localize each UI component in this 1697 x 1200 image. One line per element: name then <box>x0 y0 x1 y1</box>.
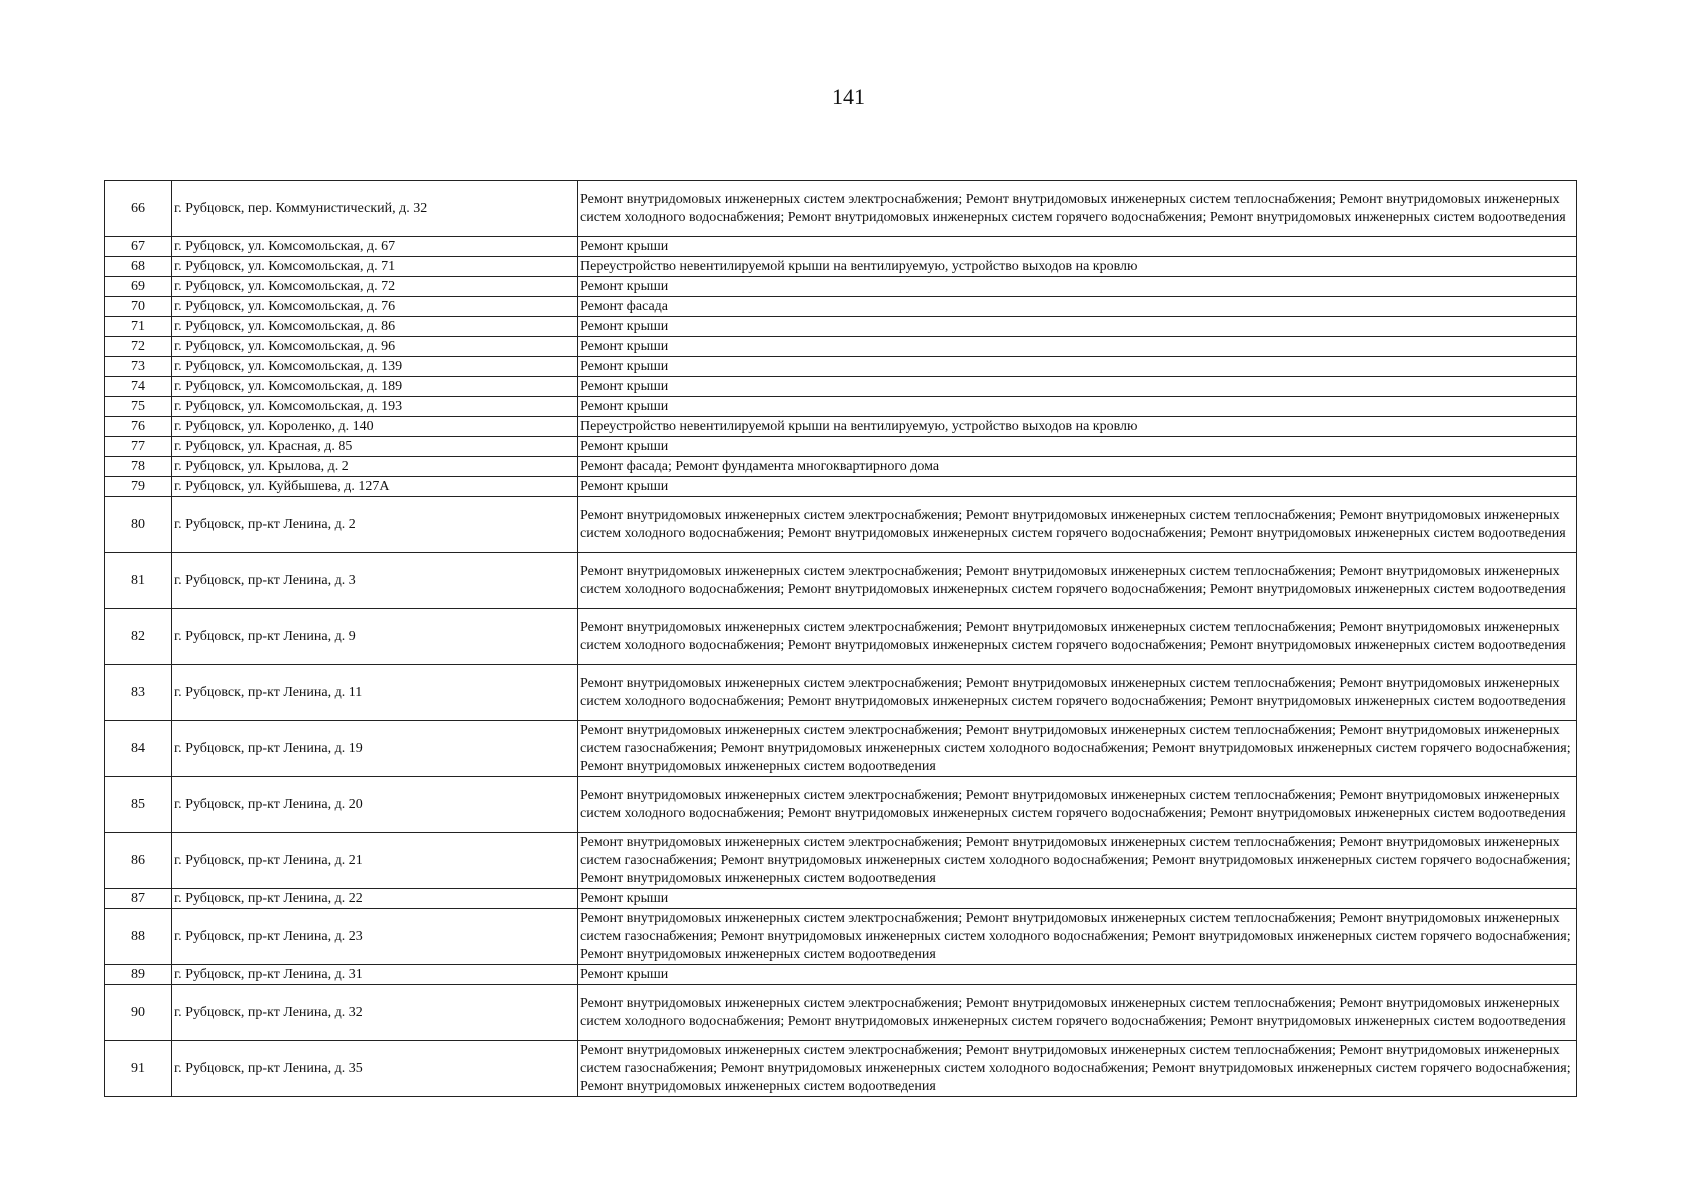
row-number: 76 <box>105 417 172 437</box>
row-work: Ремонт внутридомовых инженерных систем электроснабжения; Ремонт внутридомовых инженерных систем теплоснабжения; Ремонт внутридомовых инженерных систем газоснабжения; Ремонт внутридомовых инженерных систем холодного водоснабжения; Ремонт внутридомовых инженерных систем горячего водоснабжения; Ремонт внутридомовых инженерных систем водоотведения <box>578 721 1577 777</box>
table-row <box>105 497 1577 553</box>
row-address: г. Рубцовск, пр-кт Ленина, д. 22 <box>172 889 578 909</box>
row-work: Ремонт внутридомовых инженерных систем электроснабжения; Ремонт внутридомовых инженерных систем теплоснабжения; Ремонт внутридомовых инженерных систем газоснабжения; Ремонт внутридомовых инженерных систем холодного водоснабжения; Ремонт внутридомовых инженерных систем горячего водоснабжения; Ремонт внутридомовых инженерных систем водоотведения <box>578 833 1577 889</box>
row-work: Ремонт внутридомовых инженерных систем электроснабжения; Ремонт внутридомовых инженерных систем теплоснабжения; Ремонт внутридомовых инженерных систем газоснабжения; Ремонт внутридомовых инженерных систем холодного водоснабжения; Ремонт внутридомовых инженерных систем горячего водоснабжения; Ремонт внутридомовых инженерных систем водоотведения <box>578 1041 1577 1097</box>
row-work: Ремонт фасада <box>578 297 1577 317</box>
row-number: 83 <box>105 665 172 721</box>
row-number: 89 <box>105 965 172 985</box>
row-address: г. Рубцовск, ул. Комсомольская, д. 76 <box>172 297 578 317</box>
table-row <box>105 965 1577 985</box>
row-number: 91 <box>105 1041 172 1097</box>
row-number: 85 <box>105 777 172 833</box>
row-number: 78 <box>105 457 172 477</box>
row-address: г. Рубцовск, ул. Комсомольская, д. 193 <box>172 397 578 417</box>
row-work: Ремонт внутридомовых инженерных систем электроснабжения; Ремонт внутридомовых инженерных систем теплоснабжения; Ремонт внутридомовых инженерных систем холодного водоснабжения; Ремонт внутридомовых инженерных систем горячего водоснабжения; Ремонт внутридомовых инженерных систем водоотведения <box>578 181 1577 237</box>
row-address: г. Рубцовск, пр-кт Ленина, д. 32 <box>172 985 578 1041</box>
table-row <box>105 277 1577 297</box>
row-number: 77 <box>105 437 172 457</box>
row-number: 82 <box>105 609 172 665</box>
row-work: Ремонт внутридомовых инженерных систем электроснабжения; Ремонт внутридомовых инженерных систем теплоснабжения; Ремонт внутридомовых инженерных систем холодного водоснабжения; Ремонт внутридомовых инженерных систем горячего водоснабжения; Ремонт внутридомовых инженерных систем водоотведения <box>578 985 1577 1041</box>
row-address: г. Рубцовск, пр-кт Ленина, д. 31 <box>172 965 578 985</box>
table-row <box>105 457 1577 477</box>
row-work: Переустройство невентилируемой крыши на вентилируемую, устройство выходов на кровлю <box>578 257 1577 277</box>
table-row <box>105 777 1577 833</box>
row-number: 75 <box>105 397 172 417</box>
row-number: 87 <box>105 889 172 909</box>
row-work: Переустройство невентилируемой крыши на вентилируемую, устройство выходов на кровлю <box>578 417 1577 437</box>
row-work: Ремонт крыши <box>578 397 1577 417</box>
row-work: Ремонт крыши <box>578 889 1577 909</box>
table-row <box>105 397 1577 417</box>
row-address: г. Рубцовск, ул. Комсомольская, д. 71 <box>172 257 578 277</box>
row-work: Ремонт внутридомовых инженерных систем электроснабжения; Ремонт внутридомовых инженерных систем теплоснабжения; Ремонт внутридомовых инженерных систем газоснабжения; Ремонт внутридомовых инженерных систем холодного водоснабжения; Ремонт внутридомовых инженерных систем горячего водоснабжения; Ремонт внутридомовых инженерных систем водоотведения <box>578 909 1577 965</box>
row-number: 67 <box>105 237 172 257</box>
row-work: Ремонт крыши <box>578 965 1577 985</box>
table-row <box>105 317 1577 337</box>
row-address: г. Рубцовск, ул. Красная, д. 85 <box>172 437 578 457</box>
table-row <box>105 417 1577 437</box>
repair-works-table <box>104 180 1577 1097</box>
row-address: г. Рубцовск, ул. Комсомольская, д. 189 <box>172 377 578 397</box>
table-row <box>105 665 1577 721</box>
row-address: г. Рубцовск, пр-кт Ленина, д. 3 <box>172 553 578 609</box>
table-row <box>105 297 1577 317</box>
row-number: 84 <box>105 721 172 777</box>
row-address: г. Рубцовск, пр-кт Ленина, д. 2 <box>172 497 578 553</box>
row-address: г. Рубцовск, ул. Комсомольская, д. 96 <box>172 337 578 357</box>
row-address: г. Рубцовск, пер. Коммунистический, д. 32 <box>172 181 578 237</box>
row-number: 66 <box>105 181 172 237</box>
row-address: г. Рубцовск, ул. Комсомольская, д. 86 <box>172 317 578 337</box>
row-work: Ремонт внутридомовых инженерных систем электроснабжения; Ремонт внутридомовых инженерных систем теплоснабжения; Ремонт внутридомовых инженерных систем холодного водоснабжения; Ремонт внутридомовых инженерных систем горячего водоснабжения; Ремонт внутридомовых инженерных систем водоотведения <box>578 609 1577 665</box>
table-row <box>105 257 1577 277</box>
table-row <box>105 1041 1577 1097</box>
table-row <box>105 437 1577 457</box>
row-work: Ремонт внутридомовых инженерных систем электроснабжения; Ремонт внутридомовых инженерных систем теплоснабжения; Ремонт внутридомовых инженерных систем холодного водоснабжения; Ремонт внутридомовых инженерных систем горячего водоснабжения; Ремонт внутридомовых инженерных систем водоотведения <box>578 777 1577 833</box>
row-work: Ремонт внутридомовых инженерных систем электроснабжения; Ремонт внутридомовых инженерных систем теплоснабжения; Ремонт внутридомовых инженерных систем холодного водоснабжения; Ремонт внутридомовых инженерных систем горячего водоснабжения; Ремонт внутридомовых инженерных систем водоотведения <box>578 665 1577 721</box>
row-number: 71 <box>105 317 172 337</box>
row-work: Ремонт крыши <box>578 377 1577 397</box>
row-address: г. Рубцовск, пр-кт Ленина, д. 35 <box>172 1041 578 1097</box>
table-row <box>105 909 1577 965</box>
row-address: г. Рубцовск, пр-кт Ленина, д. 21 <box>172 833 578 889</box>
row-address: г. Рубцовск, ул. Комсомольская, д. 67 <box>172 237 578 257</box>
row-address: г. Рубцовск, пр-кт Ленина, д. 11 <box>172 665 578 721</box>
row-address: г. Рубцовск, ул. Куйбышева, д. 127А <box>172 477 578 497</box>
row-address: г. Рубцовск, ул. Короленко, д. 140 <box>172 417 578 437</box>
table-row <box>105 553 1577 609</box>
row-work: Ремонт фасада; Ремонт фундамента многоквартирного дома <box>578 457 1577 477</box>
row-address: г. Рубцовск, пр-кт Ленина, д. 23 <box>172 909 578 965</box>
row-work: Ремонт крыши <box>578 237 1577 257</box>
row-number: 79 <box>105 477 172 497</box>
row-work: Ремонт крыши <box>578 437 1577 457</box>
row-address: г. Рубцовск, пр-кт Ленина, д. 9 <box>172 609 578 665</box>
row-work: Ремонт крыши <box>578 337 1577 357</box>
table-row <box>105 477 1577 497</box>
row-number: 86 <box>105 833 172 889</box>
row-work: Ремонт внутридомовых инженерных систем электроснабжения; Ремонт внутридомовых инженерных систем теплоснабжения; Ремонт внутридомовых инженерных систем холодного водоснабжения; Ремонт внутридомовых инженерных систем горячего водоснабжения; Ремонт внутридомовых инженерных систем водоотведения <box>578 497 1577 553</box>
row-address: г. Рубцовск, пр-кт Ленина, д. 19 <box>172 721 578 777</box>
table-row <box>105 377 1577 397</box>
row-number: 80 <box>105 497 172 553</box>
row-work: Ремонт крыши <box>578 317 1577 337</box>
row-number: 81 <box>105 553 172 609</box>
row-number: 90 <box>105 985 172 1041</box>
table-row <box>105 181 1577 237</box>
row-number: 70 <box>105 297 172 317</box>
row-work: Ремонт крыши <box>578 477 1577 497</box>
page-number: 141 <box>832 84 865 109</box>
table-row <box>105 889 1577 909</box>
table-row <box>105 721 1577 777</box>
table-row <box>105 609 1577 665</box>
row-number: 74 <box>105 377 172 397</box>
row-address: г. Рубцовск, пр-кт Ленина, д. 20 <box>172 777 578 833</box>
row-number: 88 <box>105 909 172 965</box>
row-number: 73 <box>105 357 172 377</box>
row-address: г. Рубцовск, ул. Комсомольская, д. 72 <box>172 277 578 297</box>
table-row <box>105 357 1577 377</box>
row-number: 69 <box>105 277 172 297</box>
row-work: Ремонт крыши <box>578 277 1577 297</box>
row-address: г. Рубцовск, ул. Комсомольская, д. 139 <box>172 357 578 377</box>
table-row <box>105 985 1577 1041</box>
table-row <box>105 833 1577 889</box>
table-row <box>105 237 1577 257</box>
row-number: 68 <box>105 257 172 277</box>
table-row <box>105 337 1577 357</box>
row-work: Ремонт крыши <box>578 357 1577 377</box>
row-number: 72 <box>105 337 172 357</box>
row-address: г. Рубцовск, ул. Крылова, д. 2 <box>172 457 578 477</box>
row-work: Ремонт внутридомовых инженерных систем электроснабжения; Ремонт внутридомовых инженерных систем теплоснабжения; Ремонт внутридомовых инженерных систем холодного водоснабжения; Ремонт внутридомовых инженерных систем горячего водоснабжения; Ремонт внутридомовых инженерных систем водоотведения <box>578 553 1577 609</box>
